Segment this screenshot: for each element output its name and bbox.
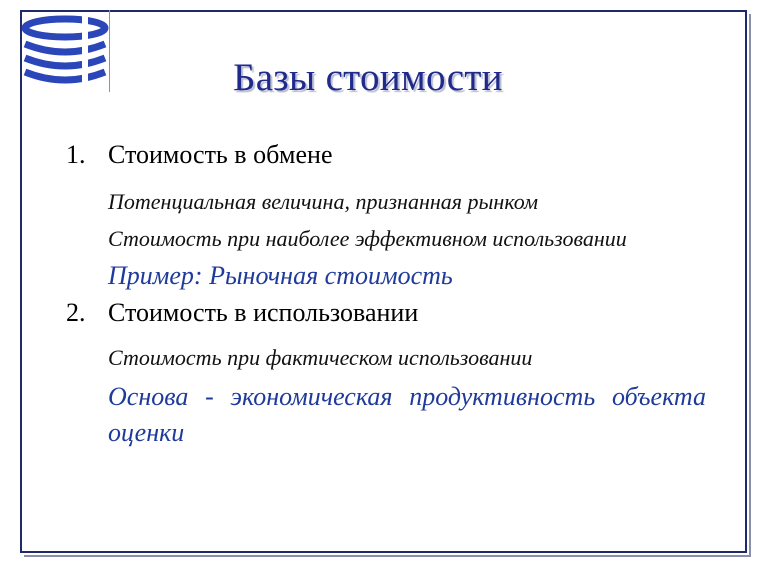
list-item-1: [66, 140, 706, 182]
list-heading: Стоимость в использовании: [108, 298, 419, 327]
item-example: Пример: Рыночная стоимость: [108, 261, 453, 290]
item-description: Стоимость при наиболее эффективном использовании: [108, 226, 627, 251]
list-item-2: [66, 298, 706, 340]
logo-divider: [109, 10, 110, 92]
list-heading: Стоимость в обмене: [108, 140, 333, 169]
item-example: Основа - экономическая продуктивность объекта оценки: [108, 382, 706, 447]
item-description: Стоимость при фактическом использовании: [108, 345, 533, 370]
stacked-discs-logo-icon: [18, 8, 112, 92]
list-number: 2.: [66, 298, 86, 327]
list-number: 1.: [66, 140, 86, 169]
item-description: Потенциальная величина, признанная рынком: [108, 189, 538, 214]
slide-title: Базы стоимости: [233, 56, 503, 99]
content-list: [66, 140, 706, 451]
